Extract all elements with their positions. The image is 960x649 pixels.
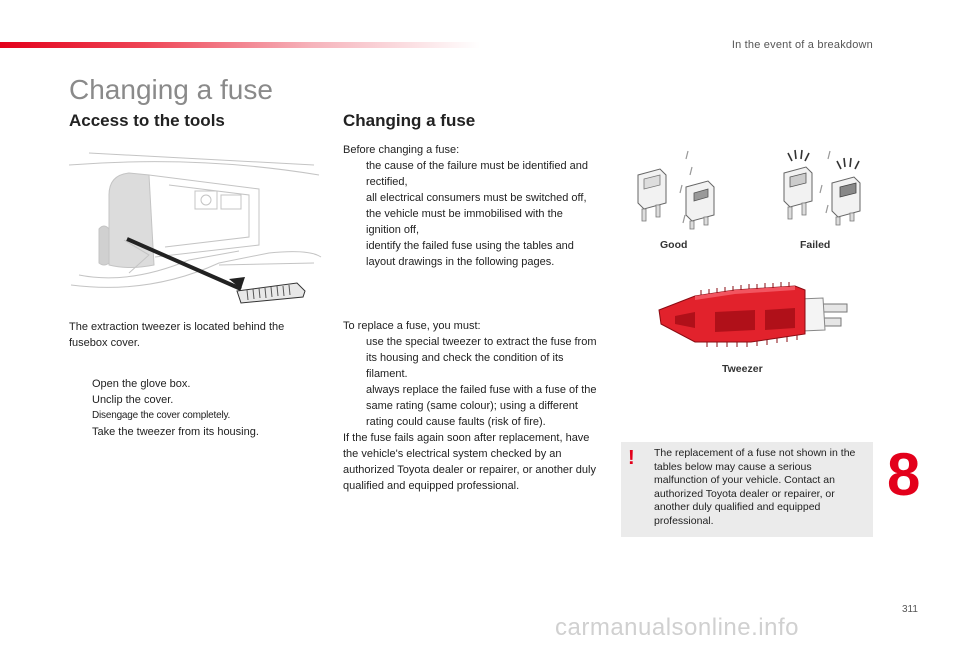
tweezer-location-text: The extraction tweezer is located behind the fusebox cover.: [69, 321, 285, 349]
list-item: the vehicle must be immobilised with the ignition off,: [366, 208, 563, 236]
tweezer-illustration: [655, 282, 855, 352]
list-item: use the special tweezer to extract the fuse from its housing and check the condition of its filament.: [366, 336, 597, 380]
watermark: carmanualsonline.info: [555, 614, 799, 641]
access-tools-heading: Access to the tools: [69, 111, 225, 130]
list-item: Unclip the cover.: [92, 394, 174, 406]
replace-intro: To replace a fuse, you must:: [343, 320, 481, 332]
page-number: 311: [902, 604, 918, 615]
good-fuse-illustration: [630, 145, 730, 230]
section-header: In the event of a breakdown: [731, 39, 873, 51]
list-item: Disengage the cover completely.: [92, 410, 231, 421]
accent-bar: [0, 42, 480, 48]
page-title: Changing a fuse: [69, 74, 273, 105]
list-item: Open the glove box.: [92, 378, 191, 390]
warning-icon: !: [628, 447, 635, 469]
glovebox-illustration: [69, 145, 324, 305]
access-steps-list: [69, 376, 319, 440]
tweezer-label: Tweezer: [722, 363, 763, 375]
list-item: Take the tweezer from its housing.: [92, 426, 259, 438]
warning-text: The replacement of a fuse not shown in the tables below may cause a serious malfunction of your vehicle. Contact an authorized Toyota dealer or repairer, or another duly qualified and equipped professional.: [654, 447, 856, 527]
list-item: identify the failed fuse using the tables and layout drawings in the following pages.: [366, 240, 574, 268]
replace-fuse-block: [343, 318, 599, 494]
before-changing-block: [343, 142, 599, 270]
changing-fuse-heading: Changing a fuse: [343, 111, 476, 130]
closing-text: If the fuse fails again soon after replacement, have the vehicle's electrical system checked by an authorized Toyota dealer or repairer, or another duly qualified and equipped professional.: [343, 432, 596, 492]
list-item: the cause of the failure must be identified and rectified,: [366, 160, 588, 188]
before-intro: Before changing a fuse:: [343, 144, 460, 156]
chapter-number: 8: [887, 441, 921, 508]
list-item: always replace the failed fuse with a fuse of the same rating (same colour); using a different rating could cause faults (risk of fire).: [366, 384, 597, 428]
list-item: all electrical consumers must be switched off,: [366, 192, 587, 204]
failed-label: Failed: [800, 239, 831, 251]
good-label: Good: [660, 239, 688, 251]
failed-fuse-illustration: [778, 145, 878, 230]
